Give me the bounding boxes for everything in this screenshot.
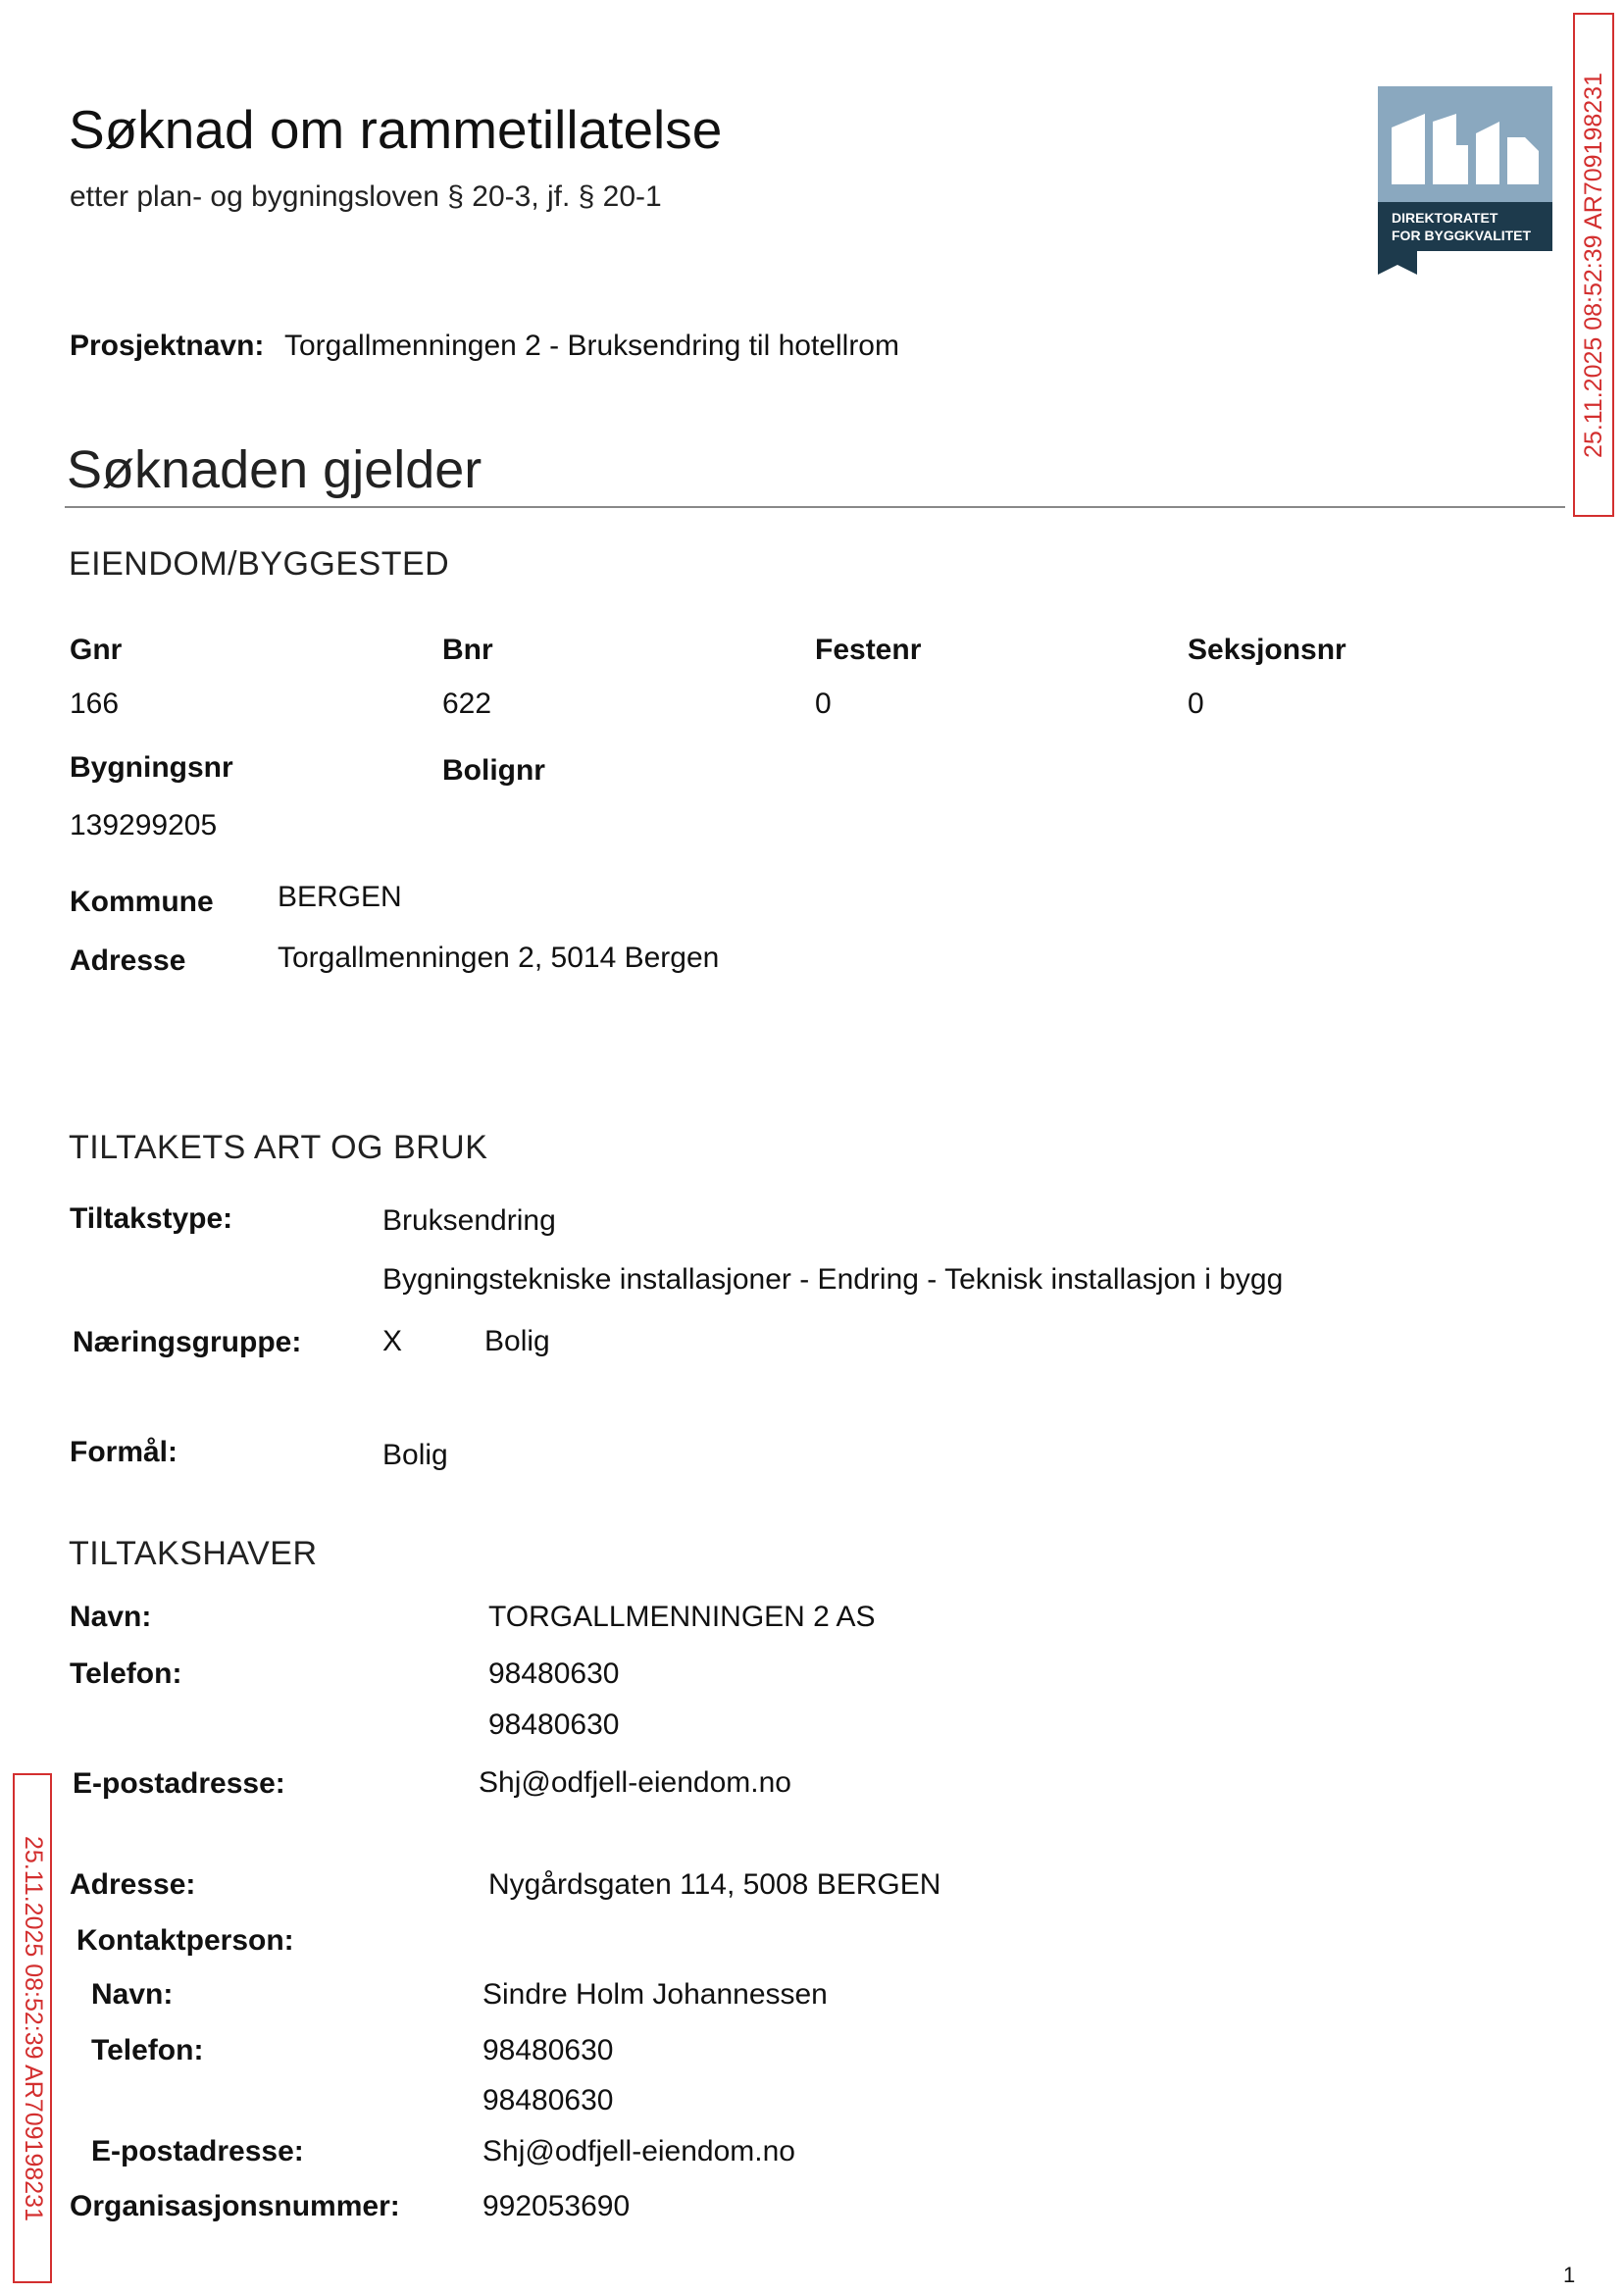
project-name-value: Torgallmenningen 2 - Bruksendring til hotellrom <box>284 330 899 362</box>
tiltakstype-value-1: Bruksendring <box>382 1204 556 1237</box>
th-navn-label: Navn: <box>70 1601 152 1633</box>
timestamp-stamp-top-text: 25.11.2025 08:52:39 AR709198231 <box>1579 72 1607 458</box>
tiltakstype-label: Tiltakstype: <box>70 1202 233 1235</box>
th-epost-value: Shj@odfjell-eiendom.no <box>479 1766 791 1799</box>
th-adresse-value: Nygårdsgaten 114, 5008 BERGEN <box>488 1868 941 1901</box>
bolignr-label: Bolignr <box>442 754 545 787</box>
bnr-value: 622 <box>442 688 492 720</box>
th-telefon-label: Telefon: <box>70 1657 182 1690</box>
timestamp-stamp-left-text: 25.11.2025 08:52:39 AR709198231 <box>19 1835 47 2221</box>
bygningsnr-value: 139299205 <box>70 809 218 841</box>
adresse-value: Torgallmenningen 2, 5014 Bergen <box>278 942 720 974</box>
seksjonsnr-value: 0 <box>1188 688 1204 720</box>
kp-epost-label: E-postadresse: <box>91 2135 304 2167</box>
kontaktperson-label: Kontaktperson: <box>76 1924 294 1957</box>
logo-text-line2: FOR BYGGKVALITET <box>1392 228 1532 243</box>
tiltakshaver-heading: TILTAKSHAVER <box>69 1535 318 1572</box>
adresse-label: Adresse <box>70 944 186 977</box>
kommune-value: BERGEN <box>278 881 402 913</box>
th-telefon-value-2: 98480630 <box>488 1708 620 1741</box>
project-name-label: Prosjektnavn: <box>70 330 265 362</box>
timestamp-stamp-left <box>13 1773 52 2283</box>
bnr-label: Bnr <box>442 634 493 666</box>
th-epost-label: E-postadresse: <box>73 1767 285 1800</box>
orgnr-value: 992053690 <box>482 2190 631 2222</box>
timestamp-stamp-top <box>1573 13 1614 517</box>
kp-navn-label: Navn: <box>91 1978 174 2011</box>
th-adresse-label: Adresse: <box>70 1868 196 1901</box>
formal-value: Bolig <box>382 1439 448 1471</box>
page-title: Søknad om rammetillatelse <box>69 99 723 160</box>
festenr-label: Festenr <box>815 634 922 666</box>
naeringsgruppe-value: Bolig <box>484 1325 550 1357</box>
festenr-value: 0 <box>815 688 832 720</box>
gnr-label: Gnr <box>70 634 123 666</box>
naeringsgruppe-code: X <box>382 1325 403 1357</box>
kp-epost-value: Shj@odfjell-eiendom.no <box>482 2135 795 2167</box>
kp-telefon-value-2: 98480630 <box>482 2084 614 2116</box>
kommune-label: Kommune <box>70 886 214 918</box>
naeringsgruppe-label: Næringsgruppe: <box>73 1326 302 1358</box>
orgnr-label: Organisasjonsnummer: <box>70 2190 400 2222</box>
property-heading: EIENDOM/BYGGESTED <box>69 545 450 583</box>
dibk-logo <box>1378 86 1552 275</box>
page-subtitle: etter plan- og bygningsloven § 20-3, jf. § 20-1 <box>70 180 662 213</box>
section-divider <box>65 506 1565 508</box>
formal-label: Formål: <box>70 1436 178 1468</box>
th-navn-value: TORGALLMENNINGEN 2 AS <box>488 1601 876 1633</box>
seksjonsnr-label: Seksjonsnr <box>1188 634 1346 666</box>
tiltakstype-value-2: Bygningstekniske installasjoner - Endring - Teknisk installasjon i bygg <box>382 1263 1284 1296</box>
bygningsnr-label: Bygningsnr <box>70 751 233 784</box>
page-number: 1 <box>1563 2263 1576 2287</box>
section-title: Søknaden gjelder <box>67 440 482 499</box>
th-telefon-value-1: 98480630 <box>488 1657 620 1690</box>
logo-text-line1: DIREKTORATET <box>1392 210 1498 226</box>
dibk-logo-graphic <box>1378 86 1552 275</box>
tiltak-heading: TILTAKETS ART OG BRUK <box>69 1129 488 1166</box>
kp-navn-value: Sindre Holm Johannessen <box>482 1978 828 2011</box>
kp-telefon-value-1: 98480630 <box>482 2034 614 2066</box>
gnr-value: 166 <box>70 688 120 720</box>
kp-telefon-label: Telefon: <box>91 2034 204 2066</box>
